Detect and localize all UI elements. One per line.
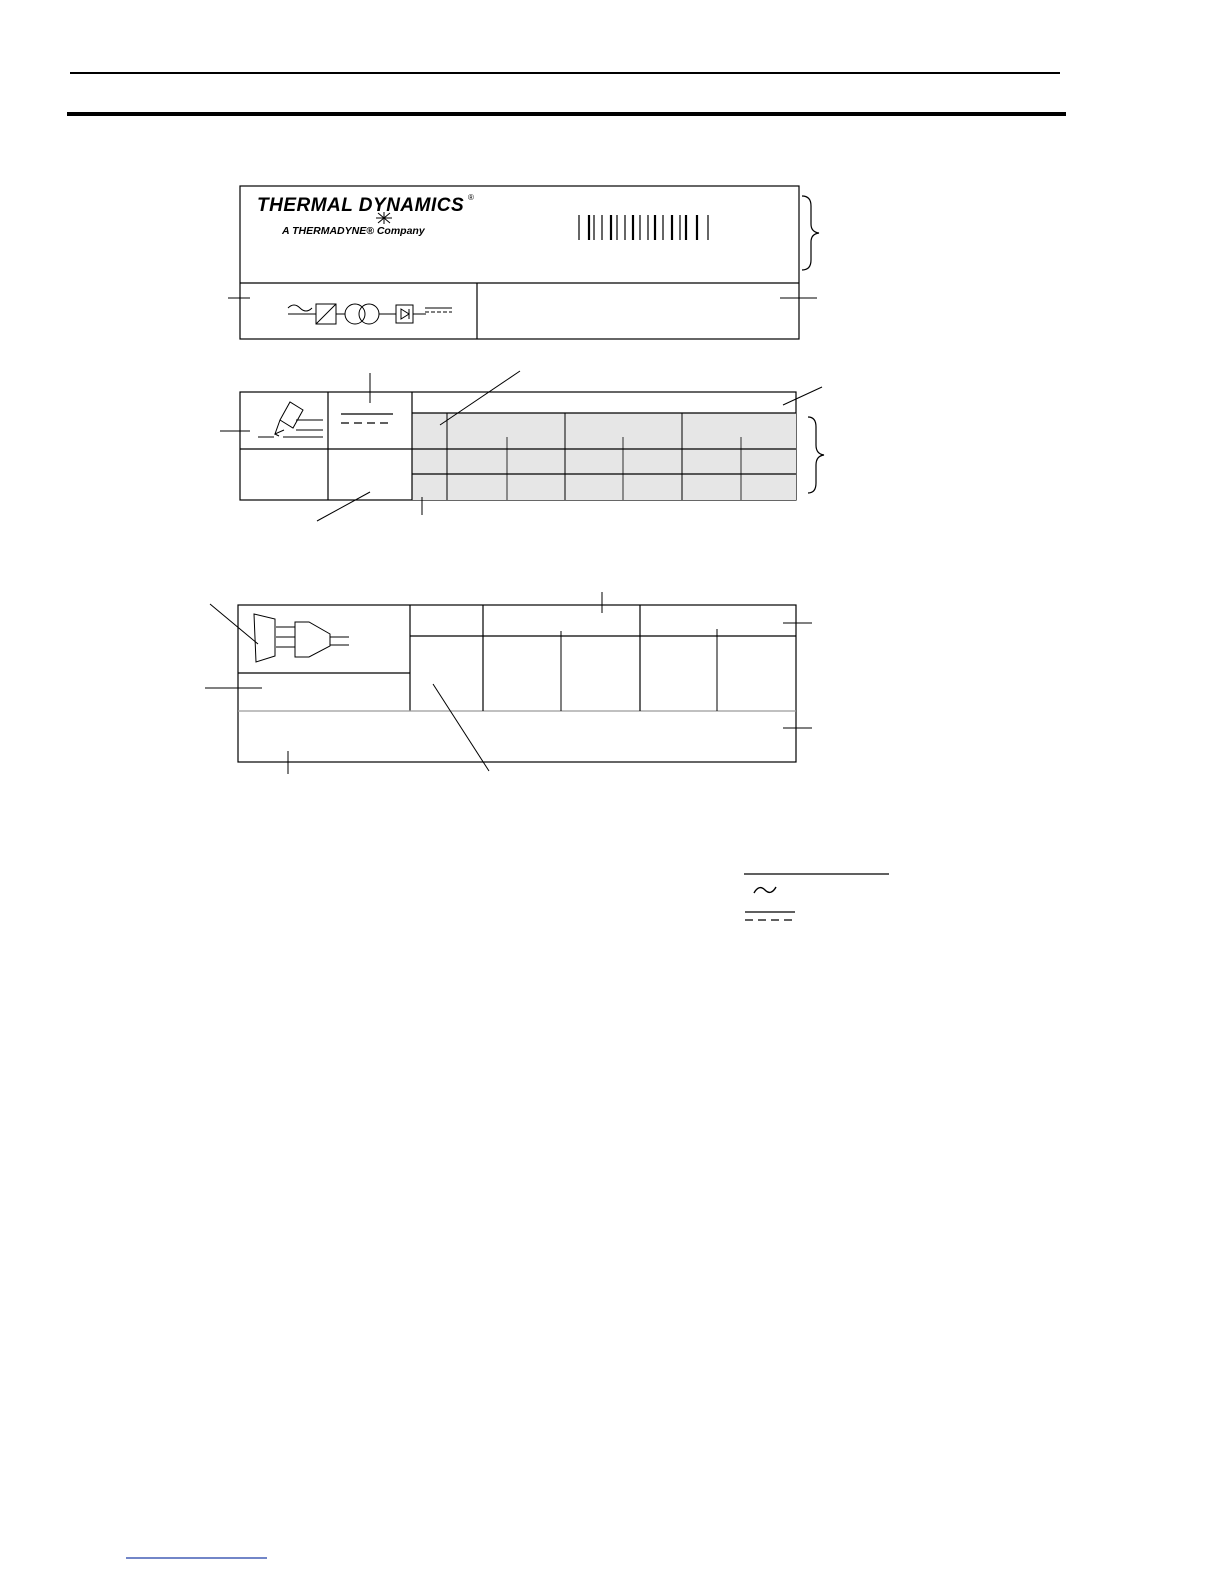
callout-leader xyxy=(317,492,370,521)
barcode-graphic xyxy=(579,215,708,240)
callout-leader xyxy=(783,387,822,405)
brand-logo-title: THERMAL DYNAMICS xyxy=(257,195,465,216)
callout-leader xyxy=(433,684,489,771)
section-brace xyxy=(802,196,819,270)
ac-sine-icon xyxy=(754,887,776,893)
section-brace xyxy=(808,417,824,493)
symbol-legend xyxy=(744,874,889,920)
transformer-icon xyxy=(345,304,379,324)
three-phase-plug-icon xyxy=(254,614,349,662)
power-conversion-diagram xyxy=(288,304,452,324)
dc-symbol-icon xyxy=(425,308,452,312)
brand-registered-mark: ® xyxy=(468,193,474,202)
dc-symbol-icon xyxy=(341,414,393,423)
identification-plate xyxy=(228,186,819,339)
shaded-data-grid xyxy=(412,413,796,500)
rectifier-diode-icon xyxy=(396,305,413,323)
input-power-plate xyxy=(205,592,812,774)
ac-sine-icon xyxy=(288,305,312,311)
brand-tagline: A THERMADYNE® Company xyxy=(282,225,425,237)
output-rating-plate xyxy=(220,371,824,521)
spark-star-icon xyxy=(376,212,392,224)
plasma-torch-icon xyxy=(258,402,323,437)
callout-leader xyxy=(210,604,258,644)
dc-symbol-icon xyxy=(745,912,795,920)
